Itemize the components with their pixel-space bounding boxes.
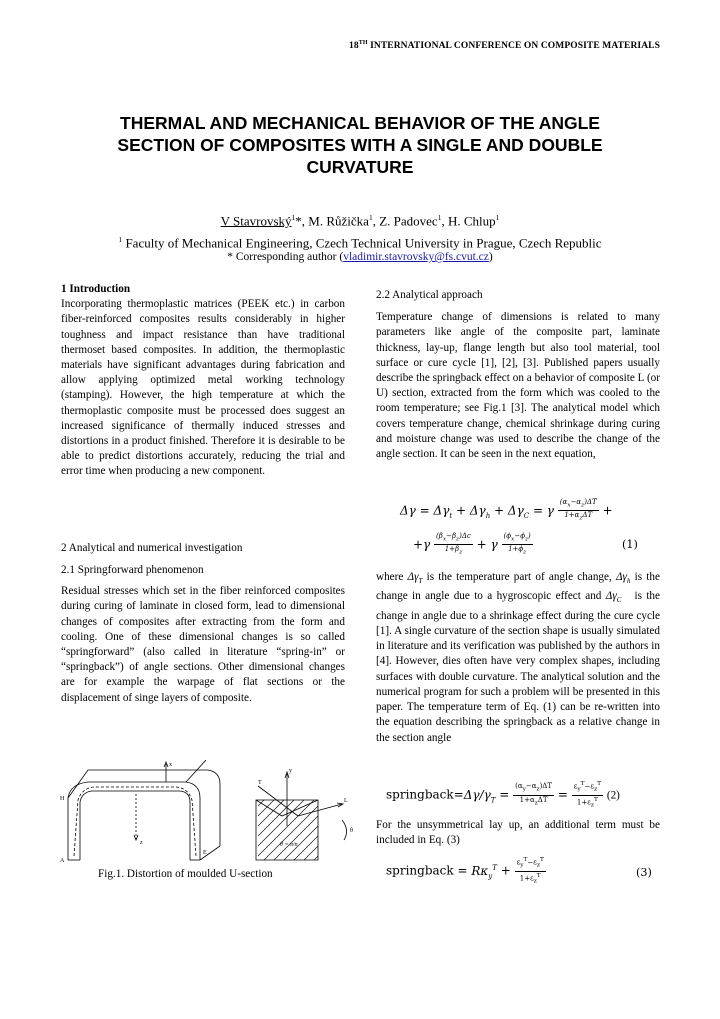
section-heading: 1 Introduction [61, 283, 131, 295]
section-heading: 2.1 Springforward phenomenon [61, 564, 204, 576]
analytical-paragraph: Temperature change of dimensions is related to many parameters like angle of the composite part, laminate thickness, lay-up, flange length but also tool material, tool surface or cure cycle [1], [2], [3]. Published papers usually describe the springback effect on a behavior of composite L (or U) section, extracted from the form which was cooled to the room temperature; see Fig.1 [3]. The analytical model which covers temperature change, chemical shrinkage during curing and moisture change was used to describe the change of the angle section. It can be seen in the next equation, [376, 311, 660, 461]
intro-paragraph: Incorporating thermoplastic matrices (PEEK etc.) in carbon fiber-reinforced composites results considerably in higher toughness and impact resistance than have traditional thermoset based composites. In addition, the thermoplastic materials have significant advantages during fabrication and allow applying optimized metal working technology (stamping). However, the high temperature at which the thermoplastic composite must be processed does suggest an increased significance of thermally induced stresses and distortions in a product finished. Therefore it is desirable to be able to predict distortions accurately, reducing the trial and error time when producing a new component. [61, 298, 345, 478]
svg-text:T: T [258, 780, 262, 786]
svg-text:y: y [289, 768, 292, 774]
intro-section [61, 282, 345, 480]
author-list: V Stavrovský$^1$*, M. Růžička$^1$, Z. Padovec$^1$, H. Chlup$^1$ [220, 213, 500, 229]
u-section-figure [58, 760, 388, 864]
section-heading: 2.2 Analytical approach [376, 289, 483, 301]
equation-2: $springback=\Delta\gamma/\gamma_T$ = $\frac{(\alpha_y-\alpha_z)\Delta T}{1+\alpha_z\Delta T}$ = $\frac{\varepsilon_y^T-\varepsilon_z^T}{1+\varepsilon_z^T}$ (2) [386, 781, 620, 809]
email-link[interactable]: vladimir.stavrovsky@fs.cvut.cz [343, 251, 489, 263]
paper-title: THERMAL AND MECHANICAL BEHAVIOR OF THE ANGLE SECTION OF COMPOSITES WITH A SINGLE AND DOUBLE CURVATURE [117, 113, 603, 177]
running-header: 18TH INTERNATIONAL CONFERENCE ON COMPOSITE MATERIALS [349, 40, 660, 52]
where-paragraph: where $\Delta\gamma_T$ is the temperature part of angle change, $\Delta\gamma_h$ is the change in angle due to a hygroscopic effect and $\Delta\gamma_C$ is the change in angle due to a shrinkage effect during the cure cycle [1]. A single curvature of the section shape is usually simulated in literature and its verification was published by the authors in [4]. However, dies often have very complex shapes, including surfaces with double curvature. The analytical solution and the numerical program for such a problem will be presented in this paper. The temperature term of Eq. (1) can be re-written into the equation describing the springback as a relative change in the section angle [376, 571, 660, 744]
equation-1: $\Delta\gamma = \Delta\gamma_t + \Delta\gamma_h + \Delta\gamma_C = \gamma$ $\frac{(\alpha_x-\alpha_z)\Delta T}{1+\alpha_z\Delta T}$ + [400, 498, 613, 522]
svg-text:A: A [60, 858, 65, 864]
section-heading: 2 Analytical and numerical investigation [61, 542, 243, 554]
svg-text:L: L [344, 798, 348, 804]
svg-text:E: E [203, 850, 207, 856]
corresponding-author: * Corresponding author (vladimir.stavrovsky@fs.cvut.cz) [227, 251, 493, 263]
equation-1-number: (1) [622, 538, 638, 551]
section-2-1 [61, 563, 345, 706]
section-2 [61, 541, 345, 556]
svg-text:θ = π/n: θ = π/n [280, 842, 298, 848]
equation-3-number: (3) [636, 866, 652, 879]
svg-text:x: x [169, 762, 172, 768]
equation-1-line-2: +γ $\frac{(\beta_x-\beta_z)\Delta c}{1+\beta_z}$ + γ $\frac{(\phi_x-\phi_z)}{1+\phi_z}$ [413, 532, 531, 556]
svg-text:θ: θ [350, 828, 353, 834]
figure-caption: Fig.1. Distortion of moulded U-section [98, 868, 273, 880]
svg-text:z: z [140, 840, 143, 846]
springforward-paragraph: Residual stresses which set in the fiber reinforced composites during curing of laminate in closed form, lead to dimensional changes of composites after extracting from the form and cooling. One of these dimensional changes is so called “springforward” (also called in literature “spring-in” or “springback”) of angle sections. Other dimensional changes are for example the warpage of flat sections or the displacement of singe layers of composite. [61, 585, 345, 704]
unsym-paragraph: For the unsymmetrical lay up, an additional term must be included in Eq. (3) [376, 819, 660, 847]
affiliation: $^1$ Faculty of Mechanical Engineering, Czech Technical University in Prague, Czech Republic [118, 235, 602, 251]
section-2-2 [376, 288, 660, 462]
svg-text:H: H [60, 796, 65, 802]
equation-3: springback = $R\kappa_y^T$ + $\frac{\varepsilon_y^T-\varepsilon_z^T}{1+\varepsilon_z^T}$ [386, 857, 544, 885]
